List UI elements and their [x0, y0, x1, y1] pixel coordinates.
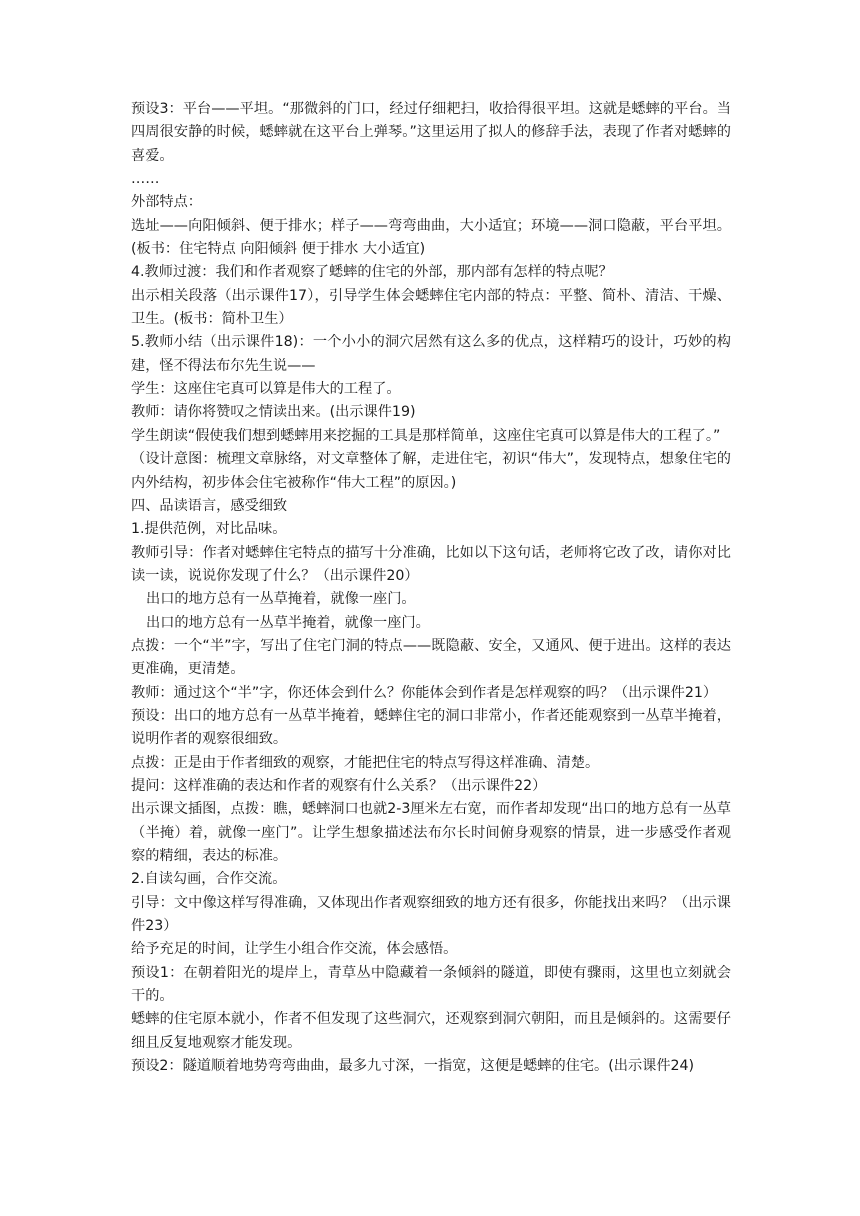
paragraph: 引导：文中像这样写得准确，又体现出作者观察细致的地方还有很多，你能找出来吗？（出示课件23）: [131, 894, 731, 935]
paragraph: 蟋蟀的住宅原本就小，作者不但发现了这些洞穴，还观察到洞穴朝阳，而且是倾斜的。这需要仔细且反复地观察才能发现。: [131, 1011, 731, 1051]
paragraph: 提问：这样准确的表达和作者的观察有什么关系？（出示课件22）: [131, 777, 547, 794]
paragraph: 出示相关段落（出示课件17），引导学生体会蟋蟀住宅内部的特点：平整、简朴、清洁、干燥、卫生。(板书：简朴卫生）: [131, 287, 731, 328]
paragraph: ……: [131, 171, 160, 188]
paragraph: 学生朗读“假使我们想到蟋蟀用来挖掘的工具是那样简单，这座住宅真可以算是伟大的工程了。”: [131, 427, 721, 444]
paragraph: 出示课文插图，点拨：瞧，蟋蟀洞口也就2-3厘米左右宽，而作者却发现“出口的地方总有一丛草（半掩）着，就像一座门”。让学生想象描述法布尔长时间俯身观察的情景，进一步感受作者观察的精细，表达的标准。: [131, 801, 731, 864]
paragraph: 学生：这座住宅真可以算是伟大的工程了。: [131, 381, 401, 398]
paragraph: （设计意图：梳理文章脉络，对文章整体了解，走进住宅，初识“伟大”，发现特点，想象住宅的内外结构，初步体会住宅被称作“伟大工程”的原因。): [131, 451, 731, 491]
paragraph: 点拨：一个“半”字，写出了住宅门洞的特点——既隐蔽、安全，又通风、便于进出。这样的表达更准确，更清楚。: [131, 637, 731, 678]
paragraph: 4.教师过渡：我们和作者观察了蟋蟀的住宅的外部，那内部有怎样的特点呢？: [131, 264, 613, 281]
document-body: [131, 98, 731, 1078]
paragraph: 选址——向阳倾斜、便于排水；样子——弯弯曲曲，大小适宜；环境——洞口隐蔽，平台平坦。(板书：住宅特点 向阳倾斜 便于排水 大小适宜): [131, 217, 731, 258]
paragraph: 给予充足的时间，让学生小组合作交流，体会感悟。: [131, 941, 458, 958]
paragraph: 预设1：在朝着阳光的堤岸上，青草丛中隐藏着一条倾斜的隧道，即使有骤雨，这里也立刻就会干的。: [131, 964, 731, 1005]
paragraph: 预设：出口的地方总有一丛草半掩着，蟋蟀住宅的洞口非常小，作者还能观察到一丛草半掩着，说明作者的观察很细致。: [131, 707, 731, 748]
paragraph: 出口的地方总有一丛草半掩着，就像一座门。: [146, 614, 430, 631]
paragraph: 2.自读勾画，合作交流。: [131, 871, 287, 888]
paragraph: 5.教师小结（出示课件18)：一个小小的洞穴居然有这么多的优点，这样精巧的设计，巧妙的构建，怪不得法布尔先生说——: [131, 334, 731, 374]
paragraph: 出口的地方总有一丛草掩着，就像一座门。: [146, 591, 416, 608]
paragraph: 点拨：正是由于作者细致的观察，才能把住宅的特点写得这样准确、清楚。: [131, 754, 600, 771]
paragraph: 四、品读语言，感受细致: [131, 497, 288, 514]
paragraph: 教师：通过这个“半”字，你还体会到什么？你能体会到作者是怎样观察的吗？（出示课件21）: [131, 684, 718, 701]
paragraph: 外部特点：: [131, 194, 202, 211]
paragraph: 预设3：平台——平坦。“那微斜的门口，经过仔细耙扫，收拾得很平坦。这就是蟋蟀的平台。当四周很安静的时候，蟋蟀就在这平台上弹琴。”这里运用了拟人的修辞手法，表现了作者对蟋蟀的喜爱。: [131, 101, 731, 164]
paragraph: 教师引导：作者对蟋蟀住宅特点的描写十分准确，比如以下这句话，老师将它改了改，请你对比读一读，说说你发现了什么？（出示课件20）: [131, 544, 731, 584]
paragraph: 1.提供范例，对比品味。: [131, 521, 287, 538]
paragraph: 预设2：隧道顺着地势弯弯曲曲，最多九寸深，一指宽，这便是蟋蟀的住宅。(出示课件24): [131, 1058, 695, 1075]
paragraph: 教师：请你将赞叹之情读出来。(出示课件19): [131, 404, 416, 421]
